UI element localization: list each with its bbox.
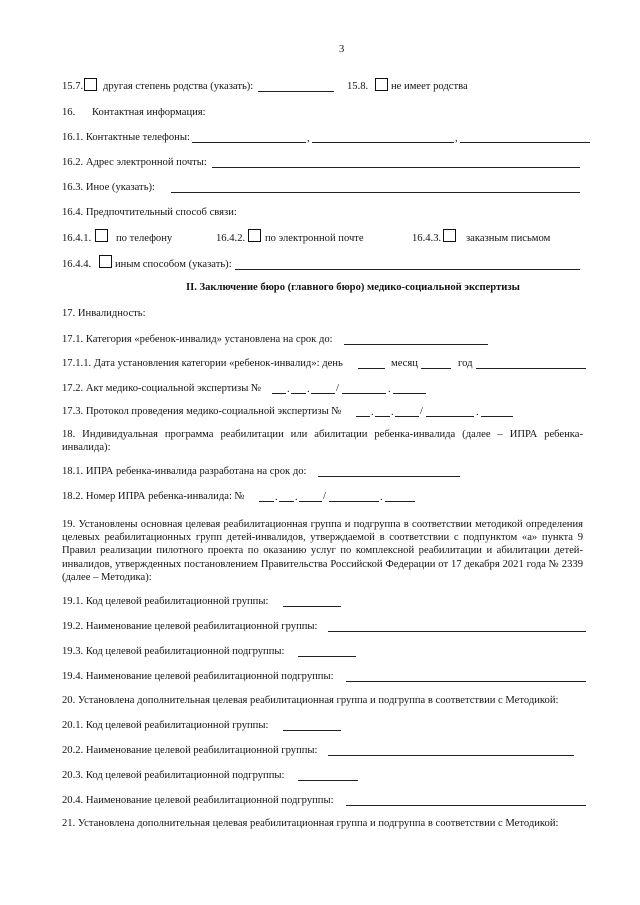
item-19-2-label: 19.2. Наименование целевой реабилитационной группы:: [62, 621, 318, 632]
comma-1: ,: [307, 133, 310, 144]
field-18-2-num-a[interactable]: [259, 501, 274, 502]
phone-field-2[interactable]: [312, 142, 454, 143]
item-19-4-label: 19.4. Наименование целевой реабилитационной подгруппы:: [62, 671, 334, 682]
dot: .: [371, 407, 374, 418]
item-15-8-number: 15.8.: [347, 81, 369, 92]
item-18-2-label: 18.2. Номер ИПРА ребенка-инвалида: №: [62, 491, 245, 502]
page-number: 3: [339, 44, 345, 55]
section-2-title: II. Заключение бюро (главного бюро) медико-социальной экспертизы: [186, 282, 520, 293]
item-20-4-label: 20.4. Наименование целевой реабилитационной подгруппы:: [62, 795, 334, 806]
field-18-2-num-c[interactable]: [299, 501, 322, 502]
item-16-4-3-number: 16.4.3.: [412, 233, 442, 244]
item-17-1-1-year: год: [458, 358, 473, 369]
item-21-text: 21. Установлена дополнительная целевая реабилитационная группа и подгруппа в соответствии с Методикой:: [62, 818, 559, 829]
slash: /: [336, 383, 339, 394]
item-20-2-label: 20.2. Наименование целевой реабилитационной группы:: [62, 745, 318, 756]
field-17-1-1-day[interactable]: [358, 368, 385, 369]
item-15-8-label: не имеет родства: [391, 81, 468, 92]
item-16-4-2-label: по электронной почте: [265, 233, 364, 244]
field-18-1-term[interactable]: [318, 476, 460, 477]
field-18-2-num-b[interactable]: [279, 501, 294, 502]
item-16-4-label: 16.4. Предпочтительный способ связи:: [62, 207, 237, 218]
item-19-1-label: 19.1. Код целевой реабилитационной группы:: [62, 596, 269, 607]
field-15-7-line[interactable]: [258, 91, 334, 92]
phone-field-1[interactable]: [192, 142, 306, 143]
field-17-3-num-b[interactable]: [375, 416, 390, 417]
item-16-label: Контактная информация:: [92, 107, 206, 118]
dot: .: [307, 384, 310, 395]
item-16-4-1-number: 16.4.1.: [62, 233, 92, 244]
field-17-1-1-month[interactable]: [421, 368, 451, 369]
field-17-2-num-c[interactable]: [311, 393, 335, 394]
item-15-7-number: 15.7.: [62, 81, 84, 92]
item-16-3-label: 16.3. Иное (указать):: [62, 182, 155, 193]
email-field[interactable]: [212, 167, 580, 168]
field-18-2-num-e[interactable]: [385, 501, 415, 502]
dot: .: [275, 492, 278, 503]
item-17-3-label: 17.3. Протокол проведения медико-социальной экспертизы №: [62, 406, 342, 417]
checkbox-16-4-4[interactable]: [99, 255, 112, 268]
field-17-3-num-e[interactable]: [481, 416, 513, 417]
item-16-4-3-label: заказным письмом: [466, 233, 551, 244]
field-17-3-num-d[interactable]: [426, 416, 474, 417]
dot: .: [295, 492, 298, 503]
item-17-2-label: 17.2. Акт медико-социальной экспертизы №: [62, 383, 262, 394]
item-16-number: 16.: [62, 107, 76, 118]
field-17-2-num-a[interactable]: [272, 393, 286, 394]
field-20-1-code[interactable]: [283, 730, 341, 731]
item-20-text: 20. Установлена дополнительная целевая реабилитационная группа и подгруппа в соответствии с Методикой:: [62, 695, 559, 706]
item-16-4-2-number: 16.4.2.: [216, 233, 246, 244]
item-16-1-label: 16.1. Контактные телефоны:: [62, 132, 190, 143]
item-16-4-4-label: иным способом (указать):: [115, 259, 232, 270]
item-17-1-1-label: 17.1.1. Дата установления категории «ребенок-инвалид»: день: [62, 358, 343, 369]
field-20-2-name[interactable]: [328, 755, 574, 756]
field-19-3-code[interactable]: [298, 656, 356, 657]
item-20-1-label: 20.1. Код целевой реабилитационной группы:: [62, 720, 269, 731]
item-17-label: 17. Инвалидность:: [62, 308, 146, 319]
item-15-7-label: другая степень родства (указать):: [103, 81, 254, 92]
dot: .: [388, 384, 391, 395]
field-19-4-name[interactable]: [346, 681, 586, 682]
item-19-text: 19. Установлены основная целевая реабилитационная группа и подгруппа в соответствии методикой определения целевых реабилитационных групп детей-инвалидов, утверждаемой в соответствии с подпунктом «а» пункта 9 Правил реализации пилотного проекта по оказанию услуг по комплексной реабилитации и абилитации детей-инвалидов, утвержденных постановлением Правительства Российской Федерации от 17 декабря 2021 года № 2339 (далее – Методика):: [62, 519, 583, 583]
item-17-1-1-month: месяц: [391, 358, 418, 369]
slash: /: [323, 491, 326, 502]
dot: .: [287, 384, 290, 395]
item-16-2-label: 16.2. Адрес электронной почты:: [62, 157, 207, 168]
field-20-4-name[interactable]: [346, 805, 586, 806]
checkbox-15-7[interactable]: [84, 78, 97, 91]
field-17-2-num-d[interactable]: [342, 393, 386, 394]
item-17-1-label: 17.1. Категория «ребенок-инвалид» установлена на срок до:: [62, 334, 333, 345]
dot: .: [391, 407, 394, 418]
item-16-4-1-label: по телефону: [116, 233, 173, 244]
checkbox-16-4-1[interactable]: [95, 229, 108, 242]
item-18-1-label: 18.1. ИПРА ребенка-инвалида разработана на срок до:: [62, 466, 307, 477]
other-method-field[interactable]: [235, 269, 580, 270]
other-contact-field[interactable]: [171, 192, 580, 193]
field-17-1-1-year[interactable]: [476, 368, 586, 369]
field-17-1-term[interactable]: [344, 344, 488, 345]
field-19-2-name[interactable]: [328, 631, 586, 632]
slash: /: [420, 406, 423, 417]
phone-field-3[interactable]: [460, 142, 590, 143]
comma-2: ,: [455, 133, 458, 144]
field-17-3-num-c[interactable]: [395, 416, 419, 417]
field-20-3-code[interactable]: [298, 780, 358, 781]
checkbox-16-4-2[interactable]: [248, 229, 261, 242]
checkbox-15-8[interactable]: [375, 78, 388, 91]
item-19-3-label: 19.3. Код целевой реабилитационной подгруппы:: [62, 646, 285, 657]
field-17-2-num-b[interactable]: [291, 393, 306, 394]
checkbox-16-4-3[interactable]: [443, 229, 456, 242]
dot: .: [380, 492, 383, 503]
item-20-3-label: 20.3. Код целевой реабилитационной подгруппы:: [62, 770, 285, 781]
item-16-4-4-number: 16.4.4.: [62, 259, 92, 270]
field-17-3-num-a[interactable]: [356, 416, 370, 417]
field-18-2-num-d[interactable]: [329, 501, 379, 502]
item-18-text: 18. Индивидуальная программа реабилитации или абилитации ребенка-инвалида (далее – ИПРА ребенка-инвалида):: [62, 429, 583, 454]
field-17-2-num-e[interactable]: [393, 393, 426, 394]
dot: .: [476, 407, 479, 418]
field-19-1-code[interactable]: [283, 606, 341, 607]
